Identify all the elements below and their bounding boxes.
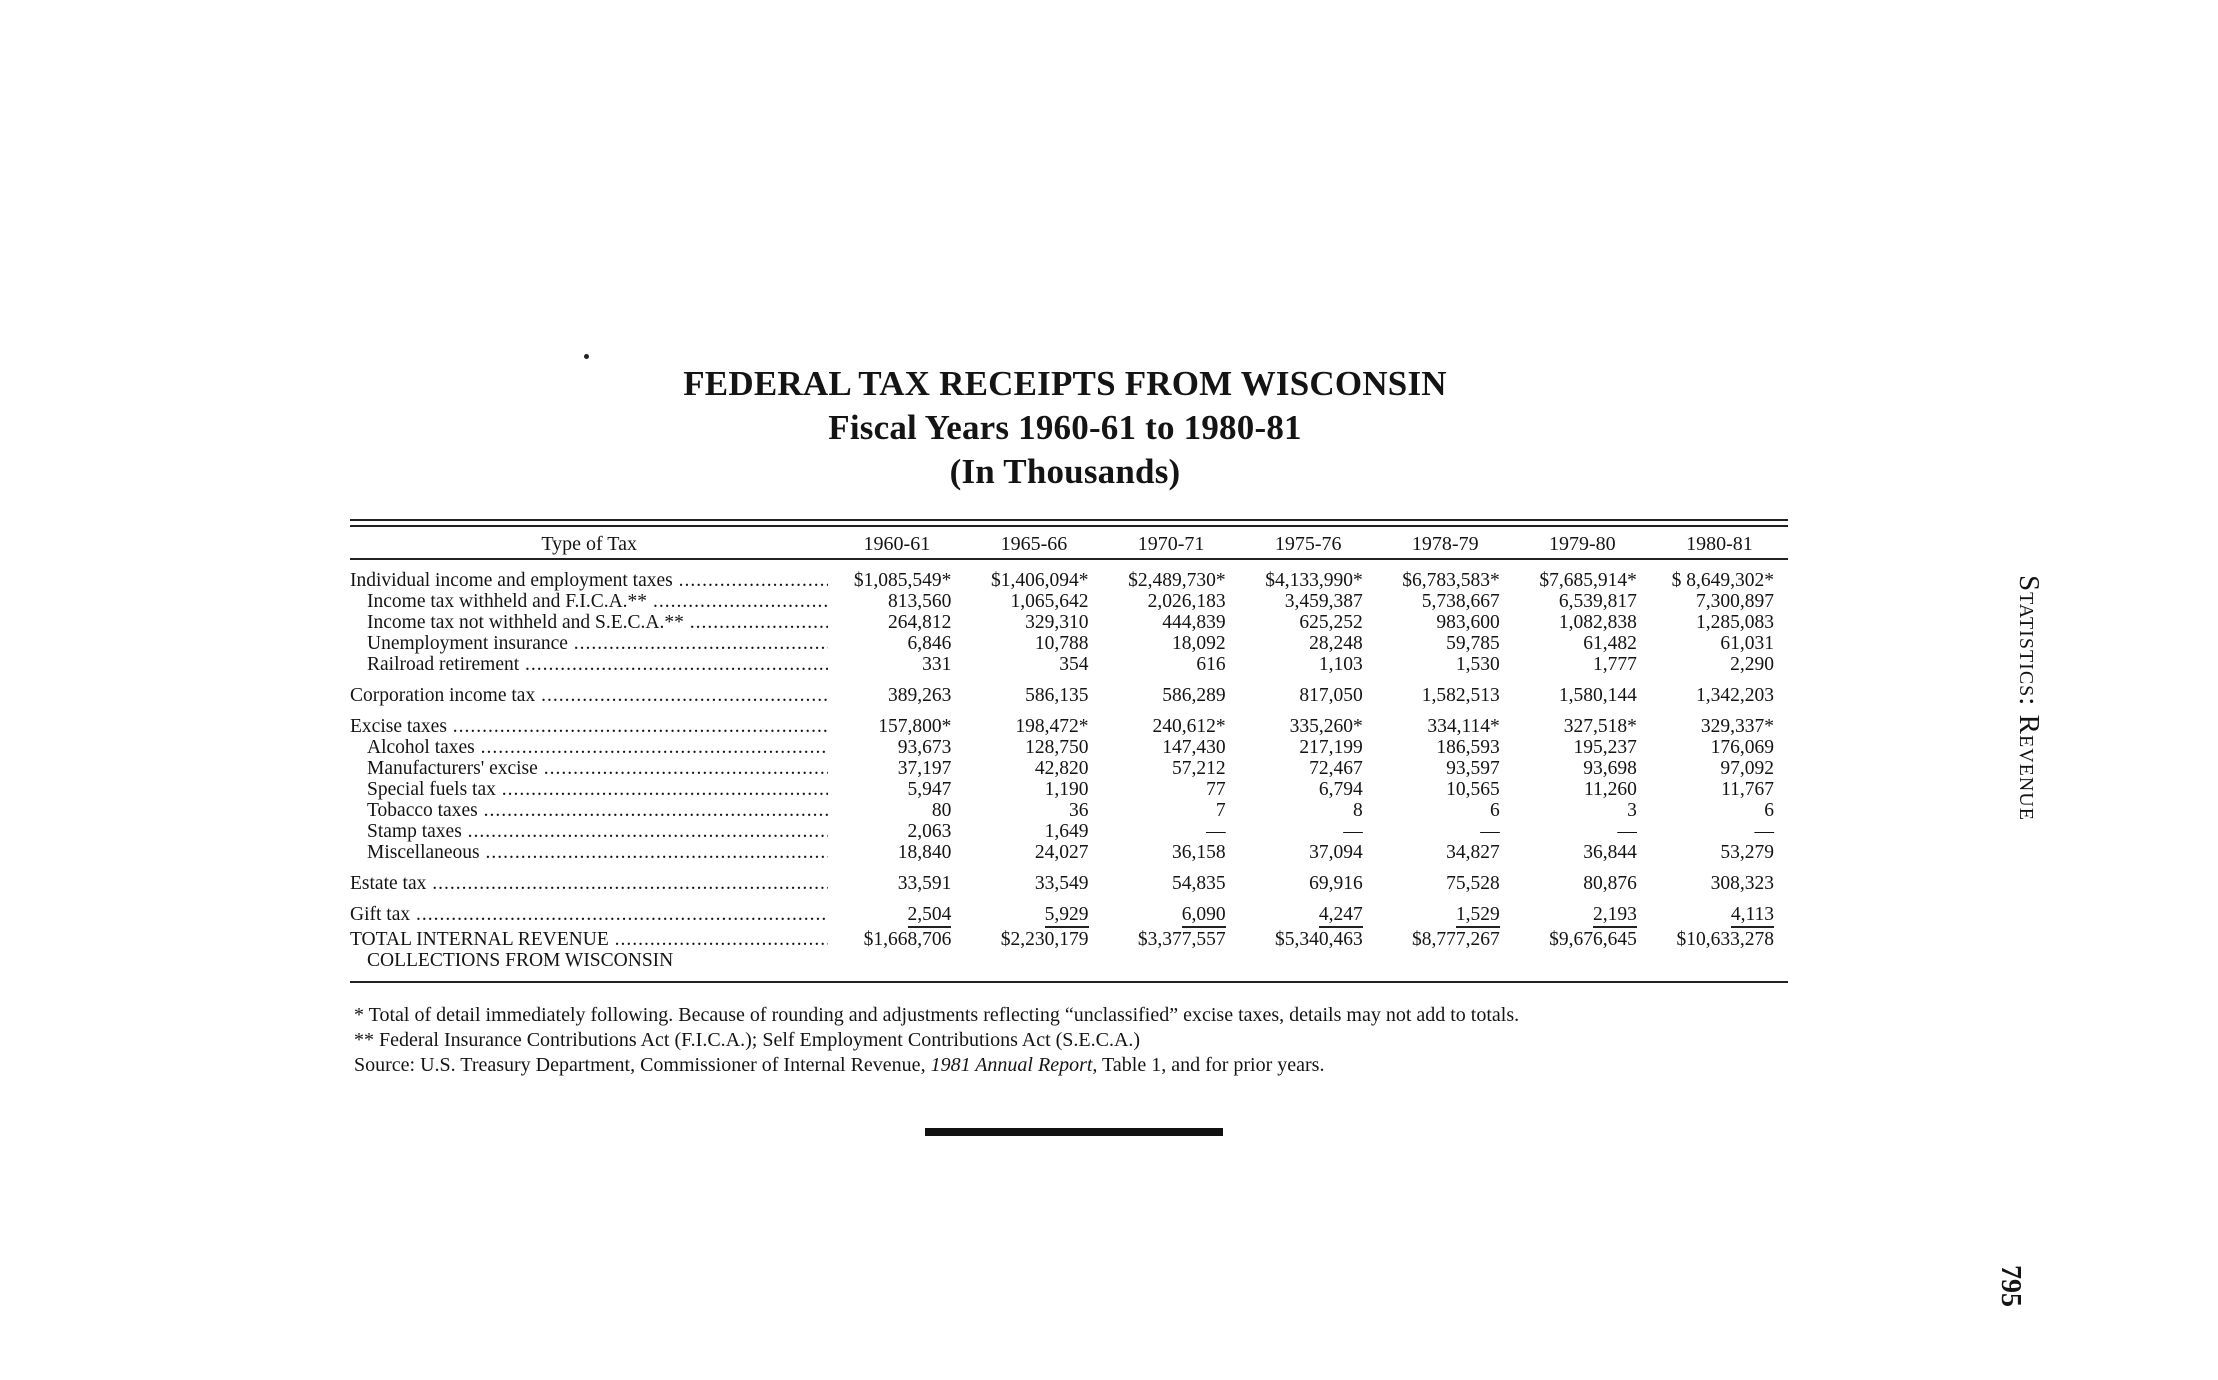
row-label: Manufacturers' excise (367, 758, 538, 779)
row-label: Income tax not withheld and S.E.C.A.** (367, 612, 684, 633)
table-cell: 80,876 (1583, 873, 1637, 894)
tax-receipts-table (350, 527, 1788, 971)
table-cell: 54,835 (1171, 873, 1226, 894)
table-cell: 37,094 (1309, 842, 1363, 863)
column-header: 1965-66 (965, 527, 1102, 559)
table-cell: 75,528 (1446, 873, 1500, 894)
table-cell: — (1206, 821, 1226, 842)
table-cell: 1,580,144 (1558, 685, 1637, 706)
source-report-title: 1981 Annual Report, (930, 1054, 1098, 1076)
column-header: 1960-61 (828, 527, 965, 559)
top-double-rule (350, 519, 1788, 527)
footnote-asterisk: * Total of detail immediately following. Because of rounding and adjustments reflecting “unclassified” excise taxes, details may not add to totals. (354, 1004, 1520, 1026)
table-cell: 2,193 (1593, 904, 1637, 928)
table-cell: 6 (1490, 800, 1500, 821)
table-cell: $8,777,267 (1412, 929, 1500, 950)
table-cell: 80 (931, 800, 952, 821)
row-label: Excise taxes (350, 716, 447, 737)
table-row (350, 716, 1788, 737)
tax-receipts-table-container (350, 519, 1788, 983)
page-subtitle: Fiscal Years 1960-61 to 1980-81 (828, 408, 1302, 447)
table-row (350, 779, 1788, 800)
table-cell: 217,199 (1299, 737, 1363, 758)
table-cell: 195,237 (1573, 737, 1637, 758)
table-cell: 625,252 (1299, 612, 1363, 633)
table-cell: 329,310 (1025, 612, 1089, 633)
table-cell: 1,103 (1318, 654, 1363, 675)
table-cell: $7,685,914* (1539, 570, 1637, 591)
table-cell: 57,212 (1171, 758, 1226, 779)
table-cell: 240,612* (1152, 716, 1226, 737)
column-header: 1975-76 (1240, 527, 1377, 559)
table-cell: 93,698 (1583, 758, 1637, 779)
source-suffix: Table 1, and for prior years. (1097, 1054, 1325, 1076)
table-cell: 1,190 (1044, 779, 1089, 800)
table-cell: 24,027 (1034, 842, 1089, 863)
table-cell: $4,133,990* (1265, 570, 1363, 591)
table-cell: 11,260 (1583, 779, 1637, 800)
table-cell: 817,050 (1299, 685, 1363, 706)
table-cell: $2,230,179 (1000, 929, 1089, 950)
table-cell: $1,668,706 (863, 929, 952, 950)
total-row (350, 925, 1788, 950)
row-label: Miscellaneous (367, 842, 480, 863)
table-cell: $3,377,557 (1137, 929, 1226, 950)
table-cell: 72,467 (1309, 758, 1363, 779)
footnotes (354, 1003, 1804, 1078)
table-cell: 2,026,183 (1147, 591, 1226, 612)
row-label: Individual income and employment taxes (350, 570, 673, 591)
column-header: 1980-81 (1651, 527, 1788, 559)
table-row (350, 758, 1788, 779)
table-cell: 6,090 (1182, 904, 1226, 928)
table-cell: 6,846 (907, 633, 952, 654)
table-cell: 6,539,817 (1558, 591, 1637, 612)
table-cell: 61,482 (1583, 633, 1637, 654)
table-cell: 4,247 (1319, 904, 1363, 928)
table-cell: 2,063 (907, 821, 952, 842)
table-cell: 983,600 (1436, 612, 1500, 633)
table-cell: 97,092 (1720, 758, 1774, 779)
column-header: Type of Tax (350, 527, 828, 559)
table-cell: 33,591 (897, 873, 952, 894)
table-cell: 264,812 (888, 612, 952, 633)
table-row (350, 800, 1788, 821)
table-cell: $5,340,463 (1274, 929, 1363, 950)
table-cell: 389,263 (888, 685, 952, 706)
table-cell: 6 (1764, 800, 1774, 821)
table-cell: 10,788 (1034, 633, 1089, 654)
table-cell: 331 (922, 654, 952, 675)
stray-dot-mark (584, 354, 589, 359)
table-cell: 6,794 (1318, 779, 1363, 800)
table-cell: 335,260* (1289, 716, 1363, 737)
row-label: Income tax withheld and F.I.C.A.** (367, 591, 648, 612)
table-cell: 36 (1069, 800, 1089, 821)
table-cell: 33,549 (1034, 873, 1089, 894)
table-cell: 1,065,642 (1010, 591, 1089, 612)
row-label: Corporation income tax (350, 685, 536, 706)
table-cell: 93,597 (1446, 758, 1500, 779)
total-row-continuation (350, 950, 1788, 971)
title-block (340, 362, 1790, 494)
table-cell: 1,649 (1044, 821, 1089, 842)
table-row (350, 873, 1788, 894)
table-cell: 42,820 (1034, 758, 1089, 779)
table-cell: 3 (1627, 800, 1637, 821)
table-row (350, 685, 1788, 706)
table-cell: 813,560 (888, 591, 952, 612)
table-cell: 327,518* (1563, 716, 1637, 737)
source-prefix: Source: U.S. Treasury Department, Commissioner of Internal Revenue, (354, 1054, 931, 1076)
table-row (350, 821, 1788, 842)
table-cell: 1,342,203 (1696, 685, 1774, 706)
table-cell: 5,947 (907, 779, 952, 800)
table-cell: 18,092 (1171, 633, 1226, 654)
table-cell: 586,289 (1162, 685, 1226, 706)
running-head-text: Statistics: Revenue (2013, 575, 2045, 821)
page-number-text: 795 (1995, 1265, 2026, 1307)
table-cell: $1,085,549* (853, 570, 952, 591)
source-note (354, 1053, 1804, 1078)
table-cell: 8 (1352, 800, 1363, 821)
table-cell: 5,929 (1045, 904, 1089, 928)
table-cell: 2,290 (1730, 654, 1774, 675)
table-cell: 7,300,897 (1696, 591, 1774, 612)
table-cell: 11,767 (1721, 779, 1774, 800)
table-cell: — (1480, 821, 1500, 842)
row-label: COLLECTIONS FROM WISCONSIN (367, 950, 674, 971)
table-cell: 334,114* (1427, 716, 1500, 737)
table-cell: 3,459,387 (1284, 591, 1363, 612)
table-row (350, 570, 1788, 591)
table-cell: 1,530 (1455, 654, 1500, 675)
table-cell: 147,430 (1162, 737, 1226, 758)
table-cell: 77 (1206, 779, 1226, 800)
table-cell: 444,839 (1162, 612, 1226, 633)
table-cell: 128,750 (1025, 737, 1089, 758)
table-cell: 1,082,838 (1558, 612, 1637, 633)
table-row (350, 591, 1788, 612)
table-cell: 1,777 (1593, 654, 1637, 675)
column-header: 1978-79 (1377, 527, 1514, 559)
table-cell: — (1617, 821, 1637, 842)
table-cell: 616 (1196, 654, 1226, 675)
table-cell: $6,783,583* (1402, 570, 1500, 591)
table-cell: $9,676,645 (1549, 929, 1637, 950)
row-label: Stamp taxes (367, 821, 462, 842)
table-cell: 53,279 (1720, 842, 1774, 863)
row-label: Special fuels tax (367, 779, 496, 800)
table-cell: 1,582,513 (1421, 685, 1500, 706)
bottom-rule (350, 981, 1788, 983)
row-label: Unemployment insurance (367, 633, 568, 654)
table-cell: 186,593 (1436, 737, 1500, 758)
section-end-bar (925, 1128, 1223, 1136)
footnote-double-asterisk: ** Federal Insurance Contributions Act (F.I.C.A.); Self Employment Contributions Act (S.E.C.A.) (354, 1029, 1141, 1051)
table-row (350, 633, 1788, 654)
running-head (2005, 575, 2045, 895)
table-cell: 18,840 (897, 842, 952, 863)
row-label: Tobacco taxes (367, 800, 478, 821)
table-cell: 28,248 (1309, 633, 1363, 654)
row-label: TOTAL INTERNAL REVENUE (350, 929, 609, 950)
table-cell: 329,337* (1700, 716, 1774, 737)
table-cell: 586,135 (1025, 685, 1089, 706)
table-cell: $10,633,278 (1676, 929, 1774, 950)
column-header: 1970-71 (1103, 527, 1240, 559)
table-cell: 34,827 (1446, 842, 1500, 863)
table-cell: 354 (1059, 654, 1089, 675)
table-row (350, 904, 1788, 925)
row-label: Gift tax (350, 904, 411, 925)
table-cell: 36,158 (1171, 842, 1226, 863)
table-cell: 59,785 (1446, 633, 1500, 654)
page-title: FEDERAL TAX RECEIPTS FROM WISCONSIN (683, 364, 1447, 403)
row-label: Railroad retirement (367, 654, 520, 675)
table-cell: 61,031 (1720, 633, 1774, 654)
table-row (350, 612, 1788, 633)
table-cell: 10,565 (1446, 779, 1500, 800)
table-row (350, 842, 1788, 863)
table-cell: — (1343, 821, 1363, 842)
table-cell: 1,285,083 (1696, 612, 1774, 633)
table-cell: 4,113 (1731, 904, 1774, 928)
row-label: Estate tax (350, 873, 427, 894)
table-row (350, 654, 1788, 675)
table-cell: $1,406,094* (991, 570, 1089, 591)
table-cell: 176,069 (1710, 737, 1774, 758)
units-note: (In Thousands) (949, 452, 1181, 491)
table-cell: 1,529 (1456, 904, 1500, 928)
table-cell: 308,323 (1710, 873, 1774, 894)
table-cell: 69,916 (1309, 873, 1363, 894)
table-cell: 157,800* (878, 716, 952, 737)
table-row (350, 737, 1788, 758)
table-cell: 198,472* (1015, 716, 1089, 737)
row-label: Alcohol taxes (367, 737, 475, 758)
page-number (1990, 1265, 2030, 1325)
table-cell: 93,673 (897, 737, 952, 758)
table-cell: $ 8,649,302* (1671, 570, 1774, 591)
table-cell: 36,844 (1583, 842, 1637, 863)
table-cell: 5,738,667 (1421, 591, 1500, 612)
table-cell: 37,197 (897, 758, 952, 779)
table-header-row (350, 527, 1788, 559)
table-cell: $2,489,730* (1128, 570, 1226, 591)
table-cell: — (1754, 821, 1774, 842)
table-cell: 7 (1215, 800, 1226, 821)
table-cell: 2,504 (908, 904, 952, 928)
column-header: 1979-80 (1514, 527, 1651, 559)
